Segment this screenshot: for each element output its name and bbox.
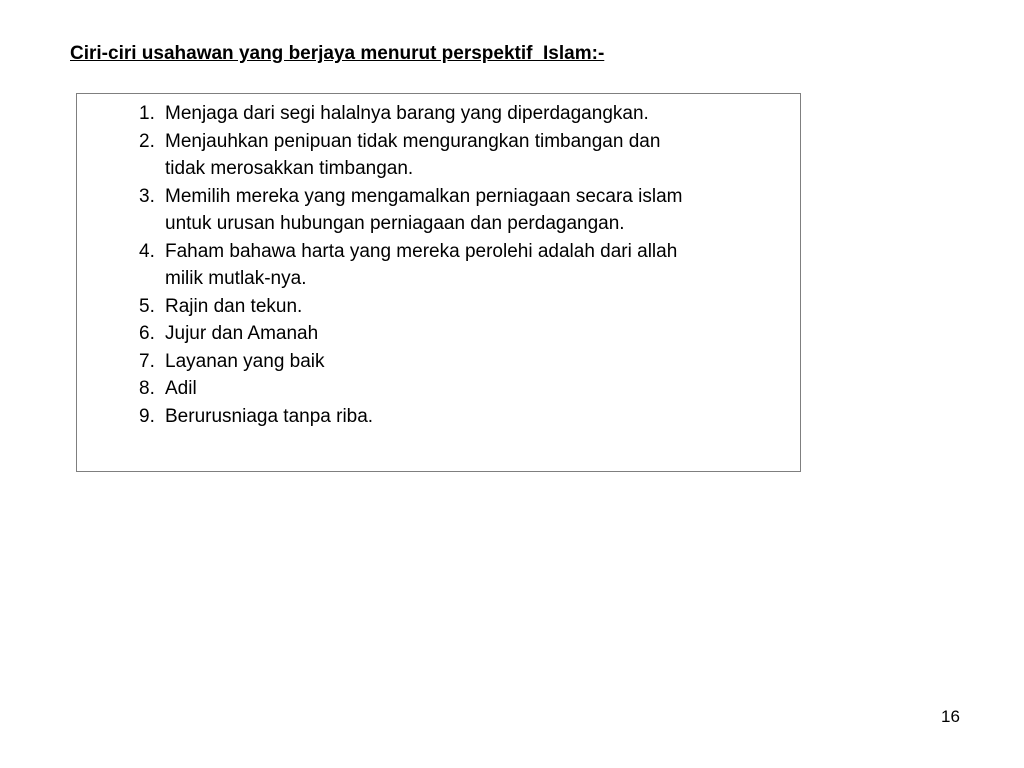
point-number: 4. (139, 240, 155, 262)
list-item (139, 375, 682, 403)
point-number: 1. (139, 103, 155, 124)
point-text: Menjauhkan penipuan tidak mengurangkan timbangan dan tidak merosakkan timbangan. (165, 130, 661, 179)
point-list (139, 100, 682, 430)
point-text: Adil (165, 378, 197, 399)
list-item (139, 403, 682, 431)
point-text: Jujur dan Amanah (165, 323, 319, 344)
point-number: 3. (139, 185, 155, 207)
point-text: Memilih mereka yang mengamalkan perniagaan secara islam untuk urusan hubungan perniagaan dan perdagangan. (165, 185, 683, 234)
list-item (139, 183, 682, 238)
point-number: 6. (139, 323, 155, 344)
list-item (139, 293, 682, 321)
list-item (139, 128, 682, 183)
point-number: 7. (139, 350, 155, 372)
list-item (139, 320, 682, 348)
page-number: 16 (941, 707, 960, 726)
point-number: 5. (139, 295, 155, 317)
list-item (139, 348, 682, 376)
point-text: Rajin dan tekun. (165, 295, 303, 317)
point-text: Faham bahawa harta yang mereka perolehi adalah dari allah milik mutlak-nya. (165, 240, 678, 289)
point-number: 9. (139, 405, 155, 427)
list-item (139, 238, 682, 293)
point-number: 2. (139, 130, 155, 152)
content-box (76, 93, 801, 472)
point-text: Berurusniaga tanpa riba. (165, 405, 374, 427)
point-text: Layanan yang baik (165, 350, 325, 372)
list-item (139, 100, 682, 128)
slide-title: Ciri-ciri usahawan yang berjaya menurut perspektif Islam:- (70, 43, 605, 64)
point-number: 8. (139, 378, 155, 399)
point-text: Menjaga dari segi halalnya barang yang diperdagangkan. (165, 103, 649, 124)
